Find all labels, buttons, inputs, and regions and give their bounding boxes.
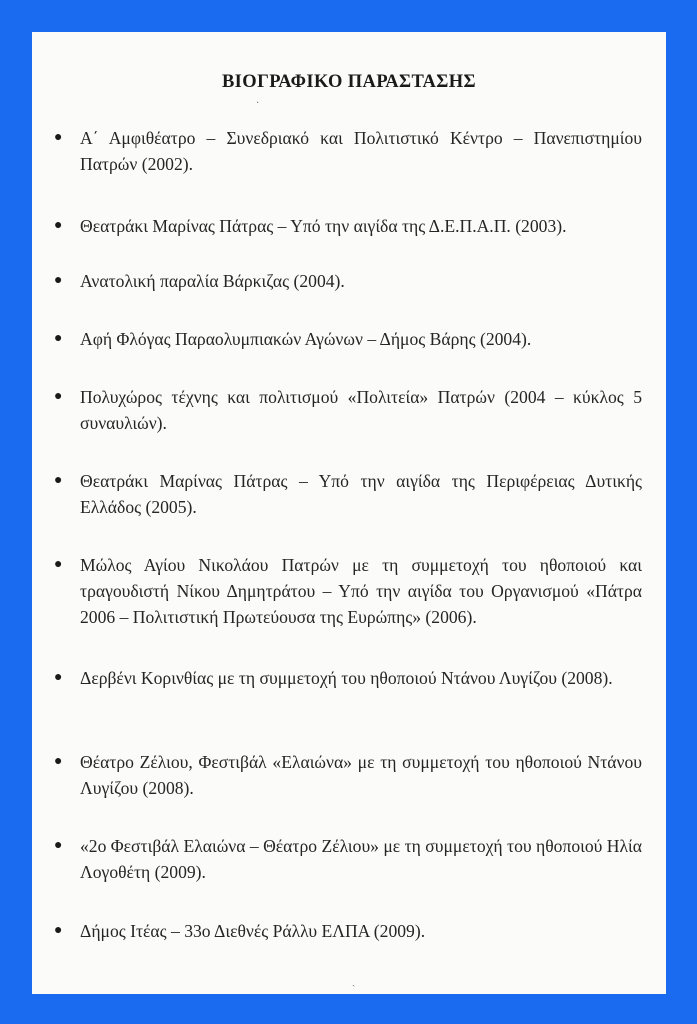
list-item-text: Μώλος Αγίου Νικολάου Πατρών με τη συμμετοχή του ηθοποιού και τραγουδιστή Νίκου Δημητράτου – Υπό την αιγίδα του Οργανισμού «Πάτρα 2006 – Πολιτιστική Πρωτεύουσα της Ευρώπης» (2006). xyxy=(80,555,642,627)
list-item xyxy=(54,468,642,520)
bullet-icon: ● xyxy=(54,218,63,233)
bullet-icon: ● xyxy=(54,473,63,488)
bullet-icon: ● xyxy=(54,838,63,853)
list-item xyxy=(54,326,642,352)
list-item xyxy=(54,125,642,177)
list-item xyxy=(54,384,642,436)
page-title: ΒΙΟΓΡΑΦΙΚΟ ΠΑΡΑΣΤΑΣΗΣ xyxy=(221,72,477,92)
scan-speck: ˏ xyxy=(352,976,356,987)
bullet-icon: ● xyxy=(54,273,63,288)
bullet-icon: ● xyxy=(54,389,63,404)
list-item-text: Θέατρο Ζέλιου, Φεστιβάλ «Ελαιώνα» με τη συμμετοχή του ηθοποιού Ντάνου Λυγίζου (2008). xyxy=(80,752,642,798)
bullet-icon: ● xyxy=(54,130,63,145)
bullet-icon: ● xyxy=(54,923,63,938)
bullet-icon: ● xyxy=(54,754,63,769)
list-item xyxy=(54,918,642,944)
list-item-text: Θεατράκι Μαρίνας Πάτρας – Υπό την αιγίδα της Περιφέρειας Δυτικής Ελλάδος (2005). xyxy=(80,471,642,517)
list-item-text: Α΄ Αμφιθέατρο – Συνεδριακό και Πολιτιστικό Κέντρο – Πανεπιστημίου Πατρών (2002). xyxy=(80,128,642,174)
document-page xyxy=(32,32,666,994)
scan-speck: · xyxy=(256,98,260,109)
bullet-icon: ● xyxy=(54,331,63,346)
list-item-text: Πολυχώρος τέχνης και πολιτισμού «Πολιτεία» Πατρών (2004 – κύκλος 5 συναυλιών). xyxy=(80,387,642,433)
list-item-text: Αφή Φλόγας Παραολυμπιακών Αγώνων – Δήμος Βάρης (2004). xyxy=(80,329,532,349)
list-item xyxy=(54,749,642,801)
list-item xyxy=(54,552,642,630)
list-item-text: Δήμος Ιτέας – 33ο Διεθνές Ράλλυ ΕΛΠΑ (2009). xyxy=(80,921,426,941)
list-item-text: Ανατολική παραλία Βάρκιζας (2004). xyxy=(80,271,345,291)
list-item-text: «2ο Φεστιβάλ Ελαιώνα – Θέατρο Ζέλιου» με τη συμμετοχή του ηθοποιού Ηλία Λογοθέτη (2009). xyxy=(80,836,642,882)
list-item xyxy=(54,833,642,885)
list-item xyxy=(54,665,642,691)
bullet-icon: ● xyxy=(54,557,63,572)
list-item xyxy=(54,213,642,239)
bullet-icon: ● xyxy=(54,670,63,685)
list-item xyxy=(54,268,642,294)
list-item-text: Δερβένι Κορινθίας με τη συμμετοχή του ηθοποιού Ντάνου Λυγίζου (2008). xyxy=(80,668,613,688)
list-item-text: Θεατράκι Μαρίνας Πάτρας – Υπό την αιγίδα της Δ.Ε.Π.Α.Π. (2003). xyxy=(80,216,567,236)
